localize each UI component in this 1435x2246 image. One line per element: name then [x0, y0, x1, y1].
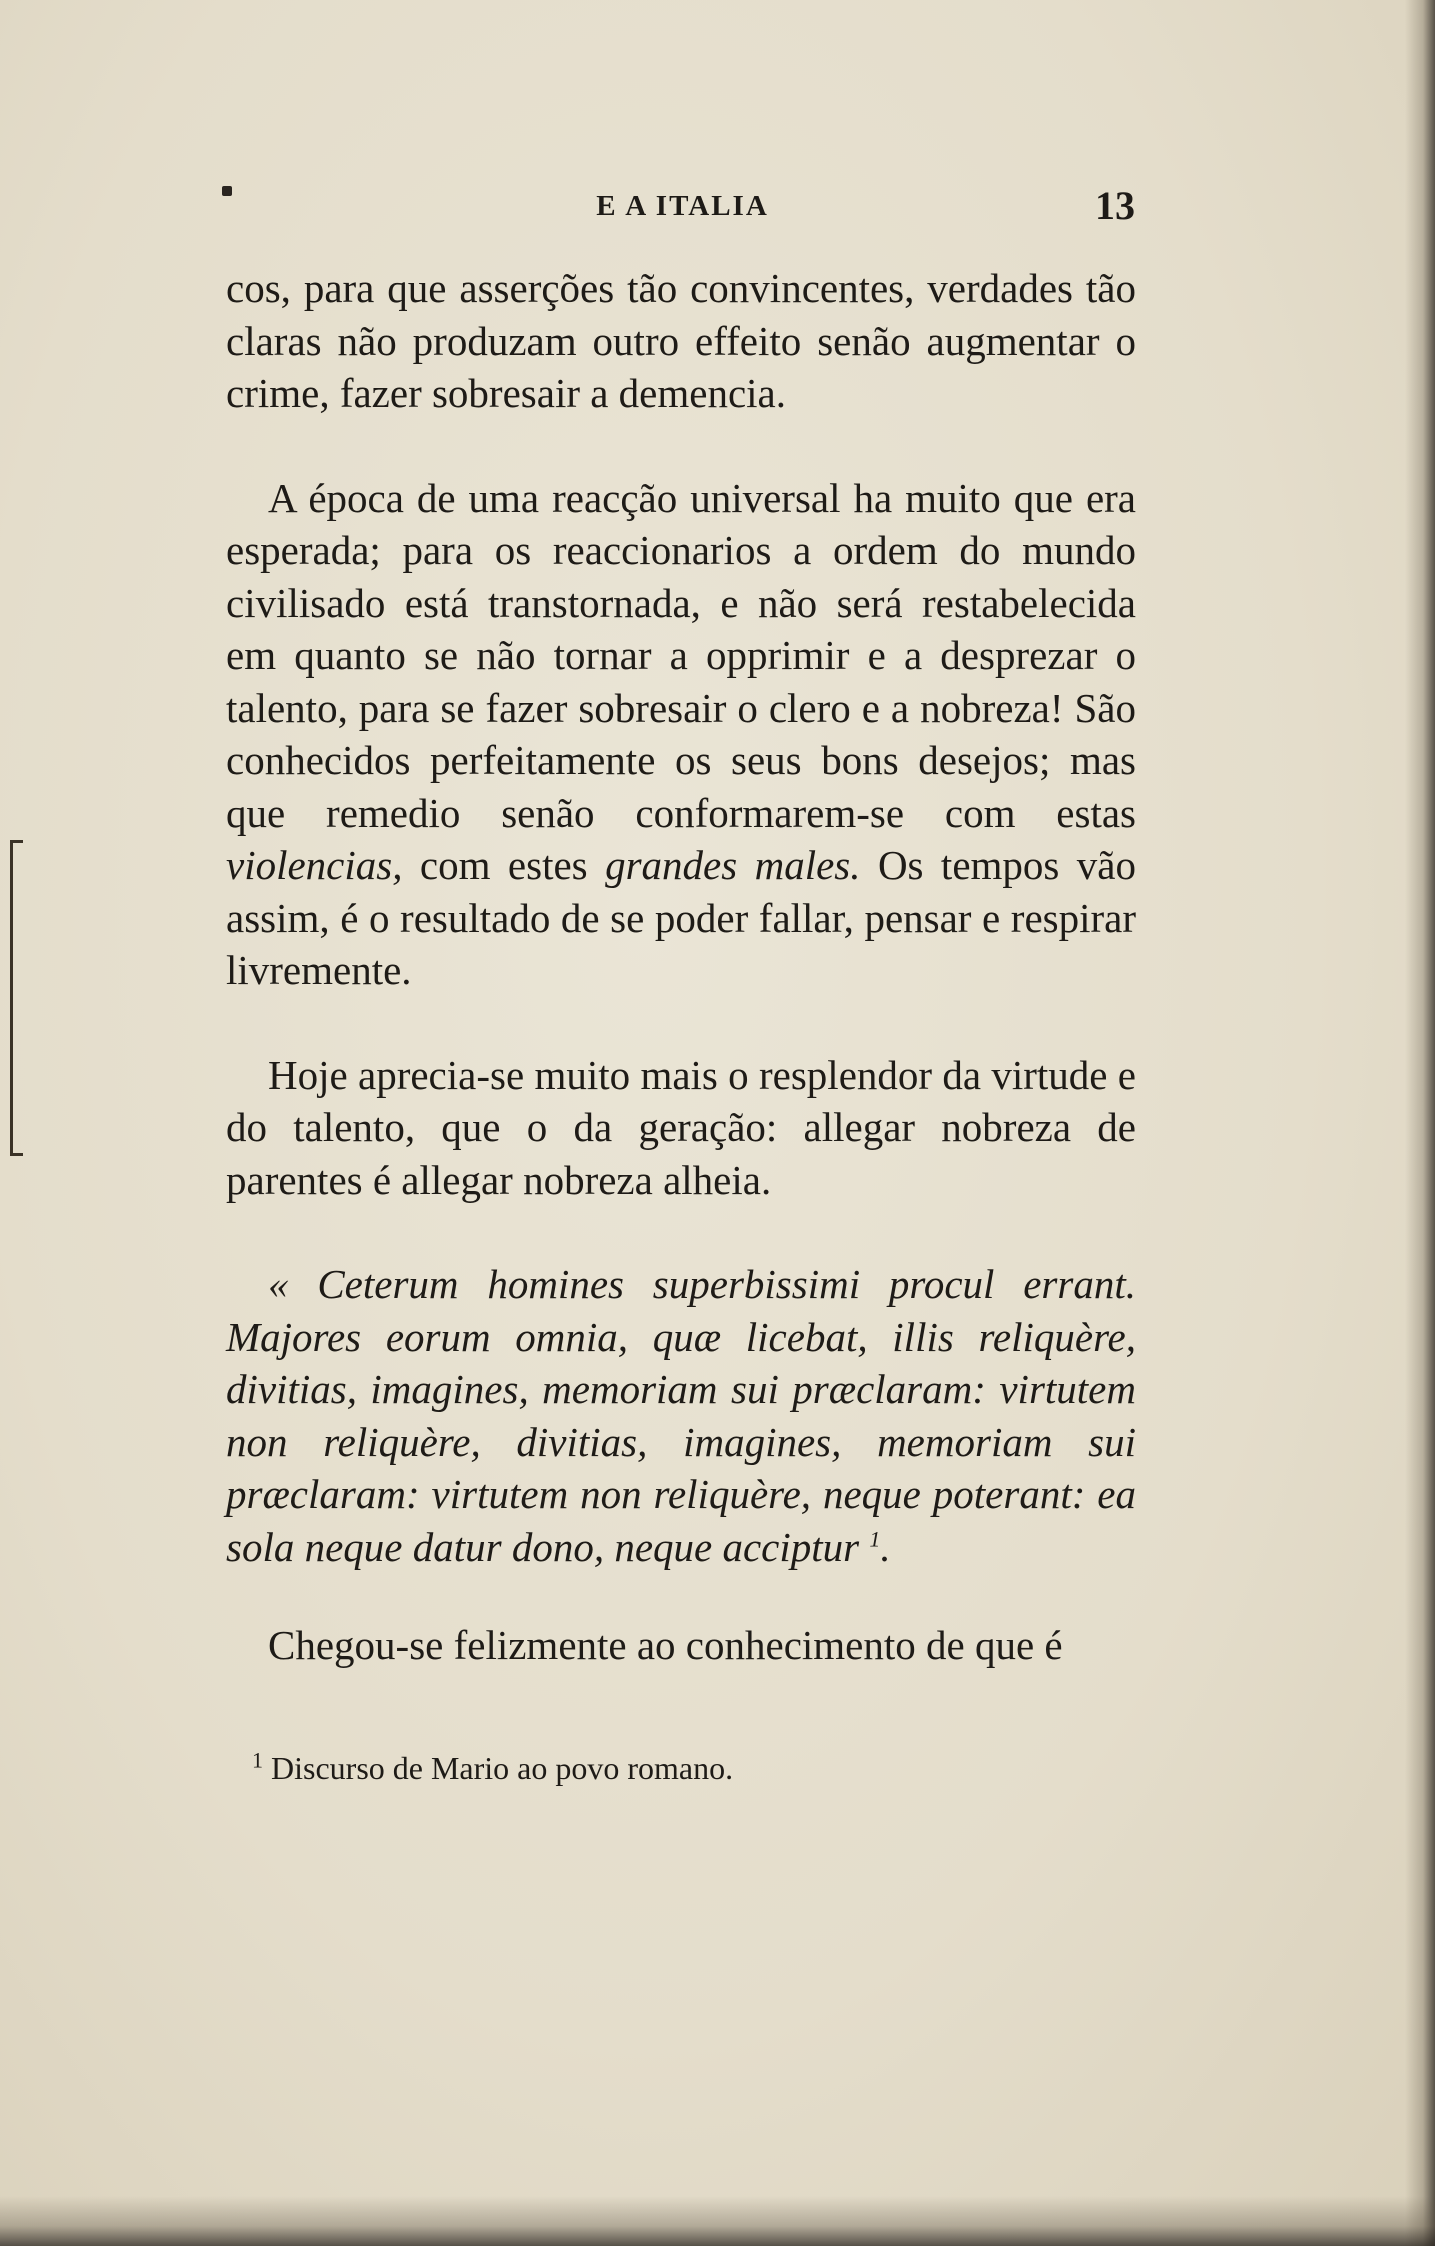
page-header	[230, 183, 1135, 236]
paragraph-2-text-c: Os tempos vão assim, é o resultado de se poder fallar, pensar e respirar livremente.	[226, 842, 1136, 993]
footnote-text: Discurso de Mario ao povo romano.	[271, 1750, 734, 1786]
page-edge-shadow	[1405, 0, 1435, 2246]
page-number: 13	[1095, 183, 1135, 228]
paragraph-2-emphasis-2: grandes males.	[605, 842, 861, 888]
binding-bracket-mark	[10, 840, 23, 1156]
paragraph-3: Hoje aprecia-se muito mais o resplendor da virtude e do talento, que o da geração: allegar nobreza de parentes é allegar nobreza alheia.	[226, 1051, 1136, 1203]
paragraph-5: Chegou-se felizmente ao conhecimento de que é	[268, 1622, 1063, 1668]
body-text	[226, 262, 1136, 1724]
paragraph-2-text-a: A época de uma reacção universal ha muito que era esperada; para os reaccionarios a ordem do mundo civilisado está transtornada, e não será restabelecida em quanto se não tornar a opprimir e a desprezar o talento, para se fazer sobresair o clero e a nobreza! São conhecidos perfeitamente os seus bons desejos; mas que remedio senão conformarem-se com estas	[226, 474, 1136, 836]
page-bottom-shadow	[0, 2196, 1435, 2246]
paragraph-2-emphasis-1: violencias,	[226, 842, 403, 888]
footnote-mark: 1	[252, 1747, 263, 1773]
opening-quote-mark: «	[268, 1261, 289, 1307]
footnote-reference: 1	[869, 1525, 881, 1551]
latin-quote-text: Ceterum homines superbissimi procul errant. Majores eorum omnia, quæ licebat, illis reliquère, divitias, imagines, memoriam sui præclaram: virtutem non reliquère, divitias, imagines, memoriam sui præclaram: virtutem non reliquère, neque poterant: ea sola neque datur dono, neque acciptur	[226, 1261, 1136, 1570]
running-title: E A ITALIA	[596, 190, 769, 222]
latin-quotation	[226, 1258, 1136, 1573]
paragraph-1: cos, para que asserções tão convincentes, verdades tão claras não produzam outro effeito senão augmentar o crime, fazer sobresair a demencia.	[226, 265, 1136, 416]
footnote	[252, 1748, 733, 1788]
paragraph-2	[226, 472, 1136, 997]
quote-end: .	[880, 1523, 891, 1570]
paragraph-2-text-b: com estes	[402, 842, 606, 888]
